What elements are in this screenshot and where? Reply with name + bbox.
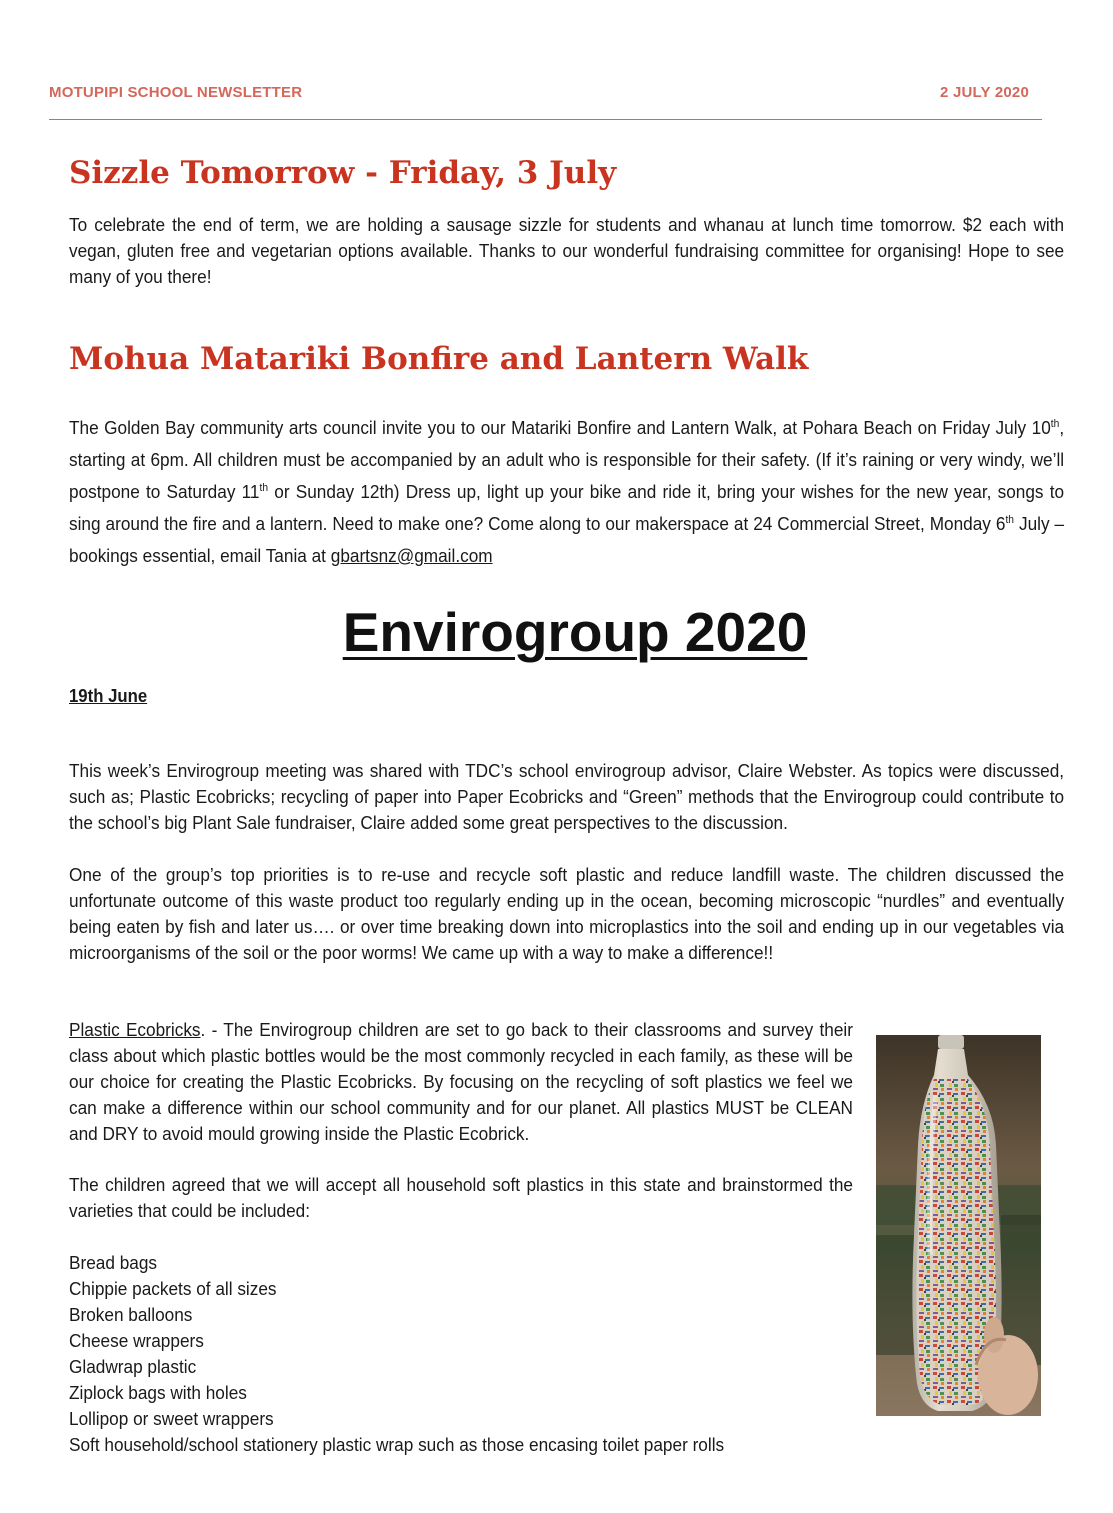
newsletter-header [49,84,1029,106]
list-item: Bread bags [69,1252,158,1273]
list-item: Chippie packets of all sizes [69,1278,277,1299]
matariki-text-2: , starting at 6pm. All children must be accompanied by an adult who is responsible for their safety. (If it’s raining or very windy, we’ll postpone to Saturday 11 [69,417,1065,502]
envirogroup-date: 19th June [69,686,148,706]
matariki-sup-2: th [259,481,269,494]
sizzle-title: Sizzle Tomorrow - Friday, 3 July [69,155,617,191]
matariki-sup-3: th [1005,513,1014,526]
ecobricks-body: . - The Envirogroup children are set to go back to their classrooms and survey their class about which plastic bottles would be the most commonly recycled in each family, as these will be our choice for creating the Plastic Ecobricks. By focusing on the recycling of soft plastics we feel we can make a difference within our school community and for our planet. All plastics MUST be CLEAN and DRY to avoid mould growing inside the Plastic Ecobrick. [69,1019,853,1144]
list-item: Broken balloons [69,1304,193,1325]
matariki-text-3: or Sunday 12th) Dress up, light up your bike and ride it, bring your wishes for the new year, songs to sing around the fire and a lantern. Need to make one? Come along to our makerspace at 24 Commercial Street, Monday 6 [69,481,1065,534]
list-item: Soft household/school stationery plastic wrap such as those encasing toilet paper rolls [69,1434,725,1455]
envirogroup-para-2: One of the group’s top priorities is to re-use and recycle soft plastic and reduce landfill waste. The children discussed the unfortunate outcome of this waste product too regularly ending up in the ocean, becoming microscopic “nurdles” and eventually being eaten by fish and later us…. or over time breaking down into microplastics into the soil and ending up in our vegetables via microorganisms of the soil or the poor worms! We came up with a way to make a difference!! [69,864,1065,963]
header-divider [49,119,1042,120]
agree-para: The children agreed that we will accept all household soft plastics in this state and brainstormed the varieties that could be included: [69,1174,853,1221]
issue-date: 2 JULY 2020 [940,84,1029,101]
list-item: Cheese wrappers [69,1330,204,1351]
ecobricks-lead: Plastic Ecobricks [69,1019,201,1040]
matariki-title: Mohua Matariki Bonfire and Lantern Walk [69,341,809,377]
ecobrick-bottle-photo [876,1035,1041,1416]
list-item: Gladwrap plastic [69,1356,197,1377]
matariki-text-1: The Golden Bay community arts council invite you to our Matariki Bonfire and Lantern Walk, at Pohara Beach on Friday July 10 [69,417,1051,438]
envirogroup-title: Envirogroup 2020 [342,601,808,663]
matariki-sup-1: th [1050,417,1060,430]
matariki-body [69,412,1064,572]
varieties-list [69,1250,724,1458]
publication-name: MOTUPIPI SCHOOL NEWSLETTER [49,84,303,101]
list-item: Lollipop or sweet wrappers [69,1408,274,1429]
envirogroup-para-1: This week’s Envirogroup meeting was shared with TDC’s school envirogroup advisor, Claire Webster. As topics were discussed, such as; Plastic Ecobricks; recycling of paper into Paper Ecobricks and “Green” methods that the Envirogroup could contribute to the school’s big Plant Sale fundraiser, Claire added some great perspectives to the discussion. [69,760,1065,833]
list-item: Ziplock bags with holes [69,1382,247,1403]
matariki-text-4: July – bookings essential, email Tania at [69,513,1065,566]
ecobricks-para [69,1017,853,1147]
sizzle-body: To celebrate the end of term, we are holding a sausage sizzle for students and whanau at lunch time tomorrow. $2 each with vegan, gluten free and vegetarian options available. Thanks to our wonderful fundraising committee for organising! Hope to see many of you there! [69,214,1065,287]
email-link[interactable]: gbartsnz@gmail.com [330,545,493,566]
